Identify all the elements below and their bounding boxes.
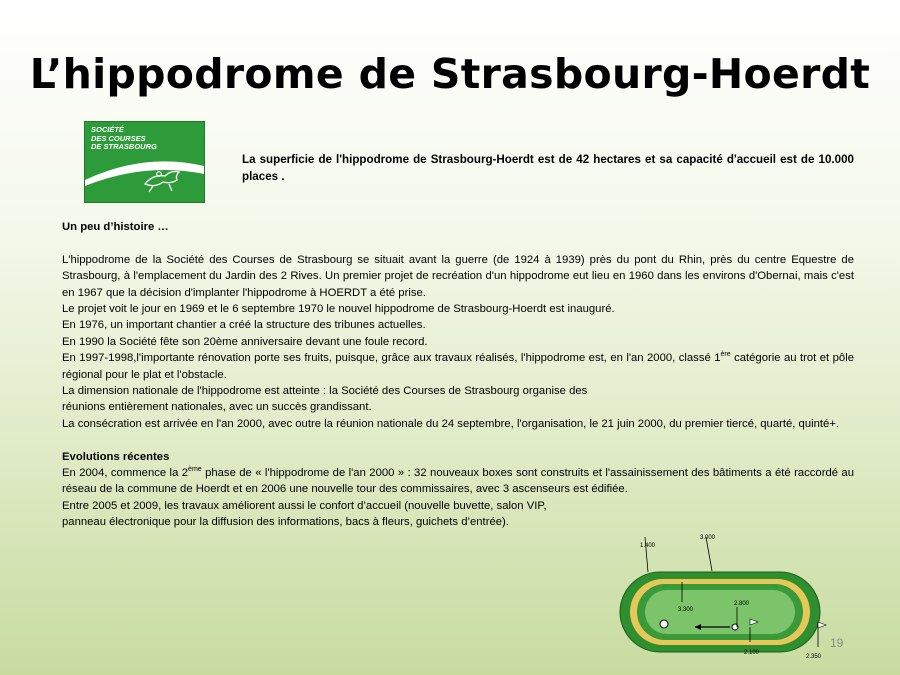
history-paragraph-6a: La dimension nationale de l'hippodrome est atteinte : la Société des Courses de Strasbourg organise des — [62, 385, 588, 398]
recent-paragraph-1: En 2004, commence la 2ème phase de « l'hippodrome de l'an 2000 » : 32 nouveaux boxes sont construits et l'assainissement des bâtiments a été raccordé au réseau de la commune de Hoerdt et en 2006 une nouvelle tour des commissaires, avec 3 ascenseurs est édifiée. — [62, 466, 854, 496]
societe-des-courses-logo — [84, 121, 205, 203]
history-paragraph-7: La consécration est arrivée en l'an 2000, avec outre la réunion nationale du 24 septembre, l'organisation, le 21 juin 2000, du premier tiercé, quarté, quinté+. — [62, 417, 840, 430]
history-paragraph-2: Le projet voit le jour en 1969 et le 6 septembre 1970 le nouvel hippodrome de Strasbourg-Hoerdt est inauguré. — [62, 303, 615, 316]
history-paragraph-6b: réunions entièrement nationales, avec un succès grandissant. — [62, 401, 372, 414]
track-distance-label: 3.300 — [678, 607, 694, 613]
logo-text: SOCIÉTÉ DES COURSES DE STRASBOURG — [91, 125, 157, 151]
racetrack-map — [600, 527, 840, 662]
track-distance-label: 3.000 — [700, 535, 716, 541]
history-paragraph-3: En 1976, un important chantier a créé la structure des tribunes actuelles. — [62, 319, 426, 332]
history-paragraph-4: En 1990 la Société fête son 20ème anniversaire devant une foule record. — [62, 335, 428, 348]
track-distance-label: 2.350 — [806, 654, 822, 660]
recent-paragraph-2b: panneau électronique pour la diffusion des informations, bacs à fleurs, guichets d’entrée). — [62, 516, 509, 529]
history-heading: Un peu d’histoire … — [62, 221, 169, 233]
history-paragraph-1: L'hippodrome de la Société des Courses de Strasbourg se situait avant la guerre (de 1924 à 1939) près du pont du Rhin, près du centre Equestre de Strasbourg, à l'emplacement du Jardin des 2 Rives. Un premier projet de recréation d'un hippodrome eut lieu en 1960 dans les environs d'Obernai, mais c'est en 1967 que la décision d'implanter l'hippodrome à HOERDT a été prise. — [62, 253, 854, 299]
track-distance-label: 2.800 — [734, 601, 750, 607]
recent-heading: Evolutions récentes — [62, 450, 170, 463]
track-distance-label: 2.100 — [744, 650, 760, 656]
intro-paragraph: La superficie de l'hippodrome de Strasbourg-Hoerdt est de 42 hectares et sa capacité d'accueil est de 10.000 places . — [242, 153, 854, 183]
slide-title: L’hippodrome de Strasbourg-Hoerdt — [29, 50, 871, 98]
history-section — [62, 219, 854, 531]
history-paragraph-5: En 1997-1998,l'importante rénovation porte ses fruits, puisque, grâce aux travaux réalisés, l'hippodrome est, en l'an 2000, classé 1ère catégorie au trot et pôle régional pour le plat et l'obstacle. — [62, 351, 854, 381]
slide-number: 19 — [830, 636, 844, 650]
recent-paragraph-2a: Entre 2005 et 2009, les travaux améliorent aussi le confort d’accueil (nouvelle buvette, salon VIP, — [62, 499, 547, 512]
start-point-icon — [660, 620, 668, 628]
track-distance-label: 1.400 — [640, 543, 656, 549]
flag-icon — [818, 622, 826, 628]
